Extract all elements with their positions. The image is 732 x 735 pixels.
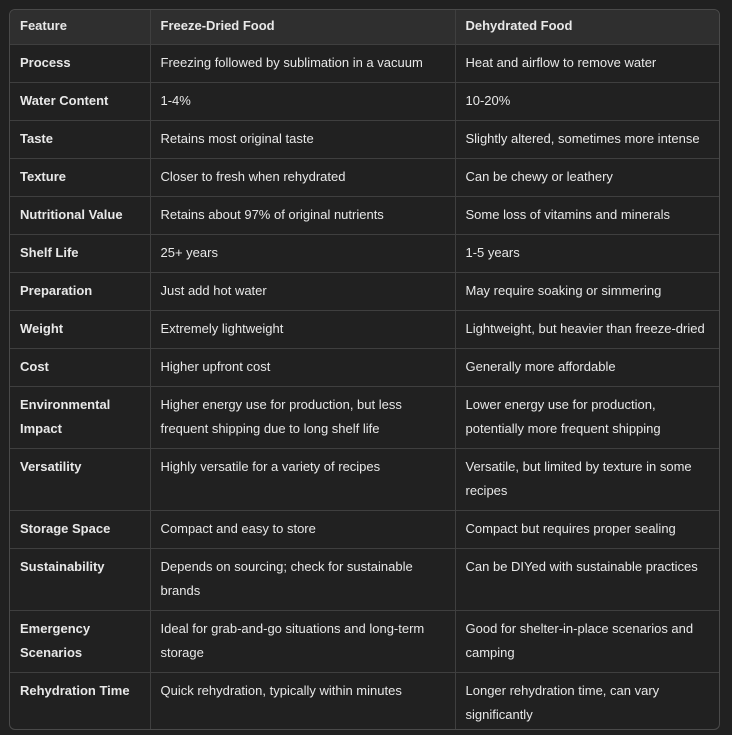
dehydrated-cell: Some loss of vitamins and minerals xyxy=(455,197,719,235)
freeze-dried-cell: 1-4% xyxy=(150,83,455,121)
feature-cell: Emergency Scenarios xyxy=(10,611,150,673)
dehydrated-cell: Generally more affordable xyxy=(455,349,719,387)
freeze-dried-cell: Retains about 97% of original nutrients xyxy=(150,197,455,235)
feature-cell: Weight xyxy=(10,311,150,349)
feature-cell: Shelf Life xyxy=(10,235,150,273)
table-row xyxy=(10,611,719,673)
freeze-dried-cell: Higher energy use for production, but less frequent shipping due to long shelf life xyxy=(150,387,455,449)
dehydrated-cell: Longer rehydration time, can vary significantly xyxy=(465,683,660,722)
table-row xyxy=(10,549,719,611)
comparison-table xyxy=(10,10,719,730)
feature-cell: Cost xyxy=(10,349,150,387)
table-row xyxy=(10,235,719,273)
header-freeze-dried: Freeze-Dried Food xyxy=(150,10,455,45)
feature-cell: Environmental Impact xyxy=(10,387,150,449)
table-row xyxy=(10,349,719,387)
feature-cell: Nutritional Value xyxy=(10,197,150,235)
header-feature: Feature xyxy=(10,10,150,45)
dehydrated-cell: Versatile, but limited by texture in some recipes xyxy=(455,449,719,511)
feature-cell: Process xyxy=(10,45,150,83)
dehydrated-cell: Compact but requires proper sealing xyxy=(455,511,719,549)
freeze-dried-cell: Higher upfront cost xyxy=(150,349,455,387)
feature-cell: Water Content xyxy=(10,83,150,121)
comparison-table-container xyxy=(9,9,720,730)
feature-cell: Taste xyxy=(10,121,150,159)
freeze-dried-cell: Just add hot water xyxy=(150,273,455,311)
dehydrated-cell: Heat and airflow to remove water xyxy=(455,45,719,83)
freeze-dried-cell: Ideal for grab-and-go situations and long-term storage xyxy=(150,611,455,673)
freeze-dried-cell: Freezing followed by sublimation in a vacuum xyxy=(150,45,455,83)
dehydrated-cell: 1-5 years xyxy=(455,235,719,273)
table-row xyxy=(10,197,719,235)
feature-cell: Versatility xyxy=(10,449,150,511)
feature-cell: Sustainability xyxy=(10,549,150,611)
table-row xyxy=(10,511,719,549)
freeze-dried-cell: Compact and easy to store xyxy=(150,511,455,549)
freeze-dried-cell: 25+ years xyxy=(150,235,455,273)
table-row xyxy=(10,387,719,449)
freeze-dried-cell: Extremely lightweight xyxy=(150,311,455,349)
dehydrated-cell: Slightly altered, sometimes more intense xyxy=(455,121,719,159)
feature-cell: Storage Space xyxy=(10,511,150,549)
freeze-dried-cell: Highly versatile for a variety of recipes xyxy=(150,449,455,511)
table-header xyxy=(10,10,719,45)
dehydrated-cell: May require soaking or simmering xyxy=(455,273,719,311)
freeze-dried-cell: Retains most original taste xyxy=(150,121,455,159)
dehydrated-cell: Lightweight, but heavier than freeze-dried xyxy=(455,311,719,349)
freeze-dried-cell: Quick rehydration, typically within minutes xyxy=(150,673,455,731)
table-row xyxy=(10,45,719,83)
header-dehydrated: Dehydrated Food xyxy=(455,10,719,45)
header-row xyxy=(10,10,719,45)
table-row xyxy=(10,449,719,511)
table-body xyxy=(10,45,719,731)
dehydrated-cell: Lower energy use for production, potentially more frequent shipping xyxy=(455,387,719,449)
table-row xyxy=(10,121,719,159)
dehydrated-cell: 10-20% xyxy=(455,83,719,121)
table-row xyxy=(10,83,719,121)
table-row xyxy=(10,673,719,731)
freeze-dried-cell: Depends on sourcing; check for sustainable brands xyxy=(150,549,455,611)
dehydrated-cell: Can be chewy or leathery xyxy=(455,159,719,197)
feature-cell: Preparation xyxy=(10,273,150,311)
table-row xyxy=(10,311,719,349)
dehydrated-cell: Can be DIYed with sustainable practices xyxy=(455,549,719,611)
feature-cell: Texture xyxy=(10,159,150,197)
table-row xyxy=(10,159,719,197)
dehydrated-cell: Good for shelter-in-place scenarios and camping xyxy=(455,611,719,673)
freeze-dried-cell: Closer to fresh when rehydrated xyxy=(150,159,455,197)
feature-cell: Rehydration Time xyxy=(10,673,150,731)
table-row xyxy=(10,273,719,311)
